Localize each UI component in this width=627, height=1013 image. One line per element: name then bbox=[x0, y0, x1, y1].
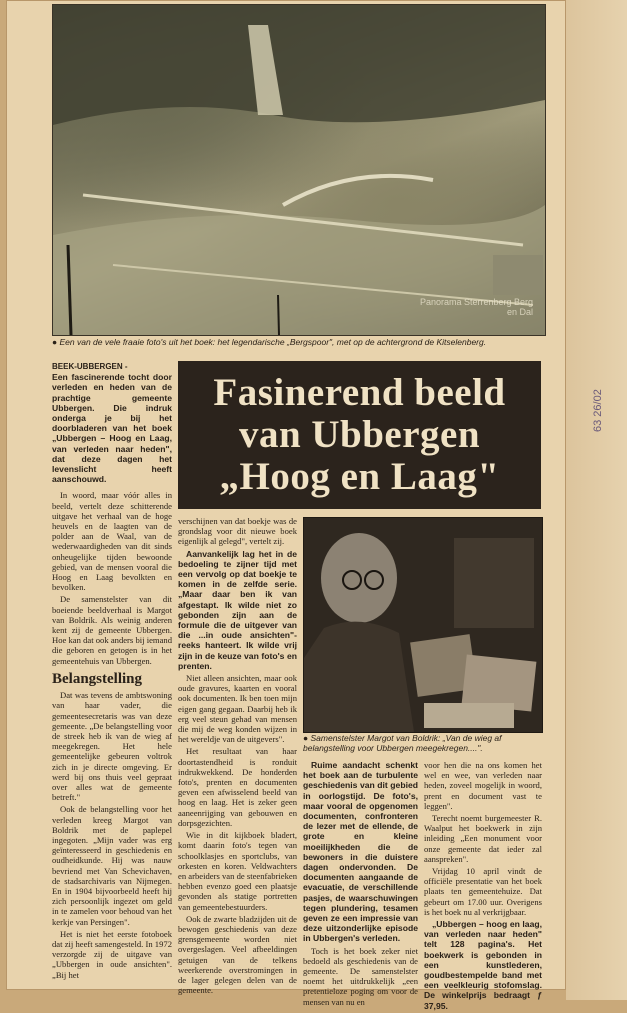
headline bbox=[178, 361, 541, 509]
headline-line: „Hoog en Laag" bbox=[219, 455, 500, 498]
article-column-1 bbox=[52, 362, 172, 982]
dateline: BEEK-UBBERGEN - bbox=[52, 362, 128, 371]
paragraph: verschijnen van dat boekje was de grondslag voor dit nieuwe boek eigenlijk al gelegd", vertelt zij. bbox=[178, 516, 297, 547]
paragraph: Vrijdag 10 april vindt de officiële presentatie van het boek plaats ten gemeentehuize. Dat gebeurt om 17.00 uur. Overigens is het boek nu al verkrijgbaar. bbox=[424, 866, 542, 917]
article-column-2 bbox=[178, 516, 297, 997]
portrait-photo bbox=[303, 517, 543, 733]
landscape-illustration bbox=[53, 5, 545, 335]
paragraph: Ook de zwarte bladzijden uit de bewogen geschiedenis van deze grensgemeente worden niet overgeslagen. Veel afbeeldingen getuigen van de telkens weerkerende overstromingen in de lager gelegen delen van de gemeente. bbox=[178, 913, 297, 996]
paragraph: Ruime aandacht schenkt het boek aan de turbulente geschiedenis van dit gebied in oorlogstijd. De foto's, maar vooral de opgenomen documenten, confronteren de lezer met de ellende, de grote en kleine moeilijkheden die de bewoners in die duistere dagen ondervonden. De documenten aangaande de evacuatie, de verschillende pasjes, de waarschuwingen tegen plundering, tesamen geven ze een impressie van deze uitzonderlijke episode in Ubbergen's verleden. bbox=[303, 760, 418, 944]
paragraph: Ook de belangstelling voor het verleden kreeg Margot van Boldrik met de paplepel ingegoten. „Mijn vader was erg geïnteresseerd in geschiedenis en oudheidkunde. Hij was nauw bevriend met Van Schevichaven, de stadsarchivaris van Nijmegen. En in 1904 bijvoorbeeld heeft hij zich persoonlijk ingezet om geld in te zamelen voor behoud van het kerkje van Persingen". bbox=[52, 804, 172, 927]
subheading: Belangstelling bbox=[52, 670, 143, 687]
article-lead: Een fascinerende tocht door verleden en heden van de prachtige gemeente Ubbergen. Die indruk onderga je bij het doorbladeren van het boek „Ubbergen – Hoog en Laag, van verleden naar heden", dat deze dagen het levenslicht heeft aanschouwd. bbox=[52, 372, 172, 485]
paragraph: Dat was tevens de ambtswoning van haar vader, die gemeentesecretaris was van deze gemeente. „De belangstelling voor de streek heb ik van de wieg af meegekregen. Het hele gemeentelijke gebeuren voltrok zich in je directe omgeving. Er werd bij ons thuis veel gepraat over alles wat de gemeente betreft." bbox=[52, 690, 172, 803]
photo-caption: ● Een van de vele fraaie foto's uit het boek: het legendarische „Bergspoor", met op de achtergrond de Kitselenberg. bbox=[52, 337, 487, 347]
background-page-edge bbox=[566, 0, 627, 1000]
paragraph: „Ubbergen – hoog en laag, van verleden naar heden" telt 128 pagina's. Het boekwerk is gebonden in een kunstlederen, goudbestempelde band met een veelkleurig stofomslag. De winkelprijs bedraagt ƒ 37,95. bbox=[424, 919, 542, 1011]
paragraph: De samenstelster van dit boeiende beeldverhaal is Margot van Boldrik. Als weinig anderen kent zij de gemeente Ubbergen. Hoe kan dat ook anders bij iemand die geboren en getogen is in het gemeentehuis van Ubbergen. bbox=[52, 594, 172, 666]
paragraph: Aanvankelijk lag het in de bedoeling te zijner tijd met een vervolg op dat boekje te komen in de zelfde serie. „Maar daar ben ik van afgestapt. Ik wilde niet zo gebonden zijn aan de formule die de uitgever van die ...in oude ansichten"-reeks hanteert. Ik wilde vrij zijn in de keuze van foto's en prenten. bbox=[178, 548, 297, 671]
headline-line: Fasinerend beeld bbox=[213, 371, 506, 414]
paragraph: Toch is het boek zeker niet bedoeld als geschiedenis van de gemeente. De samenstelster noemt het uitdrukkelijk „een pretentieloze poging om voor de mensen van nu en bbox=[303, 945, 418, 1007]
article-column-4 bbox=[424, 760, 542, 1013]
bergspoor-photo bbox=[52, 4, 546, 336]
photo-watermark: Panorama Sterrenberg Berg en Dal bbox=[419, 297, 533, 317]
handwritten-note: 63 26/02 bbox=[592, 389, 604, 432]
paragraph: Terecht noemt burgemeester R. Waalput het boekwerk in zijn inleiding „Een monument voor onze gemeente dat ieder zal aanspreken". bbox=[424, 813, 542, 864]
paragraph: voor hen die na ons komen het wel en wee, van verleden naar heden, zoveel mogelijk in woord, prent en document vast te leggen". bbox=[424, 760, 542, 811]
headline-line: van Ubbergen bbox=[238, 413, 481, 456]
article-column-3 bbox=[303, 760, 418, 1009]
portrait-illustration bbox=[304, 518, 542, 732]
portrait-caption: ● Samenstelster Margot van Boldrik: „Van de wieg af belangstelling voor Ubbergen meegekregen....". bbox=[303, 733, 502, 753]
paragraph: Wie in dit kijkboek bladert, komt daarin foto's tegen van schoolklasjes en sportclubs, van orkesten en koren. Veldwachters en arbeiders van de steenfabrieken hebben evenzo goed een plaatsje gevonden als statige portretten van gemeentebestuurders. bbox=[178, 830, 297, 912]
paragraph: In woord, maar vóór alles in beeld, vertelt deze schitterende uitgave het verhaal van de hoge heuvels en de laagten van de polder aan de Waal, van de wederwaardigheden van dit sinds onheugelijke tijden bewoonde gebied, van de mensen vooral die Hoog en Laag bevolkten en bevolken. bbox=[52, 490, 172, 593]
paragraph: Niet alleen ansichten, maar ook oude gravures, kaarten en vooral ook documenten. Ik ben toen mijn eigen gang gegaan. Daarbij heb ik erg veel steun gehad van mensen die mij de weg konden wijzen in het wereldje van de uitgevers". bbox=[178, 673, 297, 745]
paragraph: Het is niet het eerste fotoboek dat zij heeft samengesteld. In 1972 verzorgde zij de uitgave van „Ubbergen in oude ansichten". „Bij het bbox=[52, 928, 172, 980]
paragraph: Het resultaat van haar doortastendheid is ronduit indrukwekkend. De honderden foto's, prenten en documenten geven een afwisselend beeld van hoog en laag. Het is zeker geen aaneenrijging van gebouwen en dorpsgezichten. bbox=[178, 746, 297, 828]
